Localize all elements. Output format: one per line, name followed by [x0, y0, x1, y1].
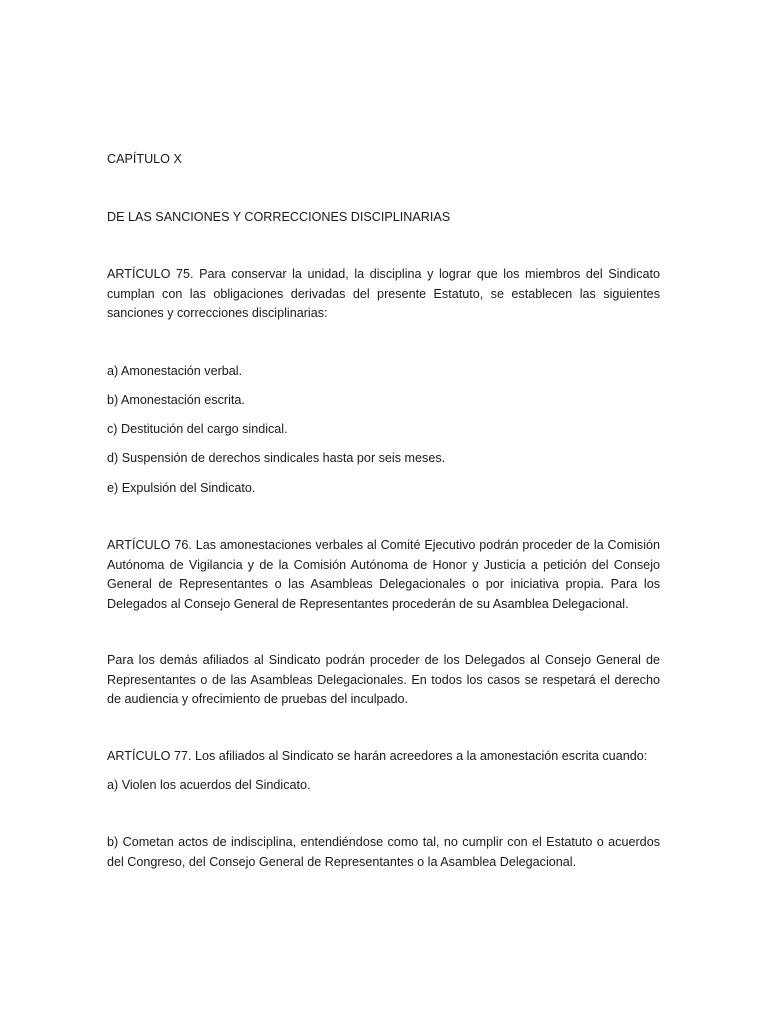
article-77-item-b: b) Cometan actos de indisciplina, entendiéndose como tal, no cumplir con el Estatuto o acuerdos del Congreso, del Consejo General de Representantes o la Asamblea Delegacional. [107, 835, 660, 869]
sanction-item-c: c) Destitución del cargo sindical. [107, 422, 288, 436]
article-76-paragraph: ARTÍCULO 76. Las amonestaciones verbales al Comité Ejecutivo podrán proceder de la Comisión Autónoma de Vigilancia y de la Comisión Autónoma de Honor y Justicia a petición del Consejo General de Representantes o las Asambleas Delegacionales o por iniciativa propia. Para los Delegados al Consejo General de Representantes procederán de su Asamblea Delegacional. [107, 538, 660, 611]
article-75-paragraph: ARTÍCULO 75. Para conservar la unidad, la disciplina y lograr que los miembros del Sindicato cumplan con las obligaciones derivadas del presente Estatuto, se establecen las siguientes sanciones y correcciones disciplinarias: [107, 267, 660, 320]
chapter-heading: CAPÍTULO X [107, 152, 182, 166]
sanction-item-a: a) Amonestación verbal. [107, 364, 243, 378]
article-76-second-paragraph: Para los demás afiliados al Sindicato podrán proceder de los Delegados al Consejo General de Representantes o de las Asambleas Delegacionales. En todos los casos se respetará el derecho de audiencia y ofrecimiento de pruebas del inculpado. [107, 653, 660, 706]
sanction-item-d: d) Suspensión de derechos sindicales hasta por seis meses. [107, 451, 446, 465]
sanction-item-e: e) Expulsión del Sindicato. [107, 481, 256, 495]
section-title: DE LAS SANCIONES Y CORRECCIONES DISCIPLINARIAS [107, 210, 451, 224]
article-77-item-a: a) Violen los acuerdos del Sindicato. [107, 778, 311, 792]
article-77-paragraph: ARTÍCULO 77. Los afiliados al Sindicato se harán acreedores a la amonestación escrita cuando: [107, 749, 648, 763]
sanction-item-b: b) Amonestación escrita. [107, 393, 245, 407]
